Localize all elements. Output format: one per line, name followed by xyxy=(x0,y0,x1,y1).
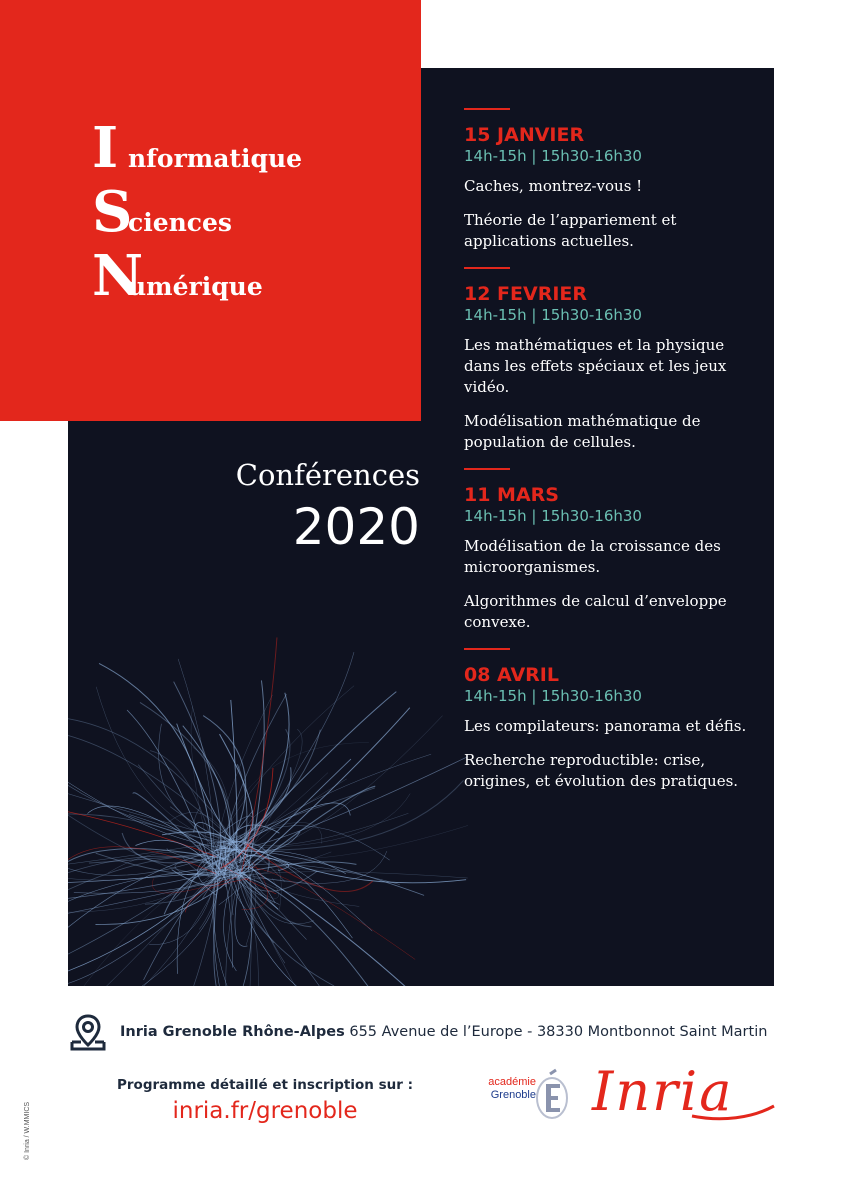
talk-title: Caches, montrez-vous ! xyxy=(464,177,643,195)
conferences-year: 2020 xyxy=(292,498,420,556)
venue-name: Inria Grenoble Rhône-Alpes xyxy=(120,1024,345,1040)
session-item xyxy=(464,267,764,453)
program-list xyxy=(464,108,764,807)
conferences-heading: Conférences xyxy=(235,458,420,492)
photo-credit: © Inria / W.MMICS xyxy=(24,1101,31,1160)
isn-word: ciences xyxy=(128,208,233,237)
session-item xyxy=(464,108,764,252)
session-times: 14h-15h | 15h30-16h30 xyxy=(464,147,642,165)
academie-grenoble-logo xyxy=(480,1066,570,1124)
isn-initial: I xyxy=(92,115,119,181)
registration-link[interactable]: inria.fr/grenoble xyxy=(172,1098,358,1124)
session-divider xyxy=(464,108,510,110)
address-text xyxy=(120,1024,767,1040)
session-item xyxy=(464,468,764,633)
talk-title: Les compilateurs: panorama et défis. xyxy=(464,717,747,735)
isn-word: nformatique xyxy=(128,144,303,173)
talk-title: Modélisation de la croissance des microorganismes. xyxy=(464,537,721,576)
session-divider xyxy=(464,648,510,650)
isn-line-informatique xyxy=(92,115,303,184)
talk-title: Les mathématiques et la physique dans les effets spéciaux et les jeux vidéo. xyxy=(464,336,727,396)
session-divider xyxy=(464,267,510,269)
session-item xyxy=(464,648,764,792)
registration-label: Programme détaillé et inscription sur : xyxy=(117,1077,413,1093)
isn-initial: S xyxy=(92,179,133,245)
street-address: 655 Avenue de l’Europe - 38330 Montbonnot Saint Martin xyxy=(344,1024,768,1040)
academie-word: académie xyxy=(488,1076,536,1088)
talk-title: Algorithmes de calcul d’enveloppe convexe. xyxy=(464,592,727,631)
talk-title: Modélisation mathématique de population de cellules. xyxy=(464,412,701,451)
isn-word: umérique xyxy=(128,272,263,301)
session-date: 08 AVRIL xyxy=(464,664,559,686)
academie-city: Grenoble xyxy=(490,1089,536,1101)
academie-e-mark-icon xyxy=(534,1068,570,1120)
isn-title xyxy=(92,115,303,312)
inria-wordmark: Inria xyxy=(592,1060,734,1123)
isn-initial: N xyxy=(92,243,144,309)
session-divider xyxy=(464,468,510,470)
session-times: 14h-15h | 15h30-16h30 xyxy=(464,687,642,705)
session-date: 12 FEVRIER xyxy=(464,283,588,305)
isn-line-sciences xyxy=(92,179,302,248)
session-date: 11 MARS xyxy=(464,484,559,506)
session-date: 15 JANVIER xyxy=(464,124,585,146)
inria-logo xyxy=(592,1060,776,1130)
isn-line-numerique xyxy=(92,243,302,312)
talk-title: Recherche reproductible: crise, origines, et évolution des pratiques. xyxy=(464,751,739,790)
network-illustration xyxy=(68,530,468,986)
location-pin-icon xyxy=(68,1012,108,1052)
talk-title: Théorie de l’appariement et applications actuelles. xyxy=(464,211,677,250)
session-times: 14h-15h | 15h30-16h30 xyxy=(464,507,642,525)
academie-text xyxy=(480,1076,536,1102)
session-times: 14h-15h | 15h30-16h30 xyxy=(464,306,642,324)
inria-swoosh-icon xyxy=(592,1060,776,1130)
venue-address xyxy=(68,1012,788,1052)
